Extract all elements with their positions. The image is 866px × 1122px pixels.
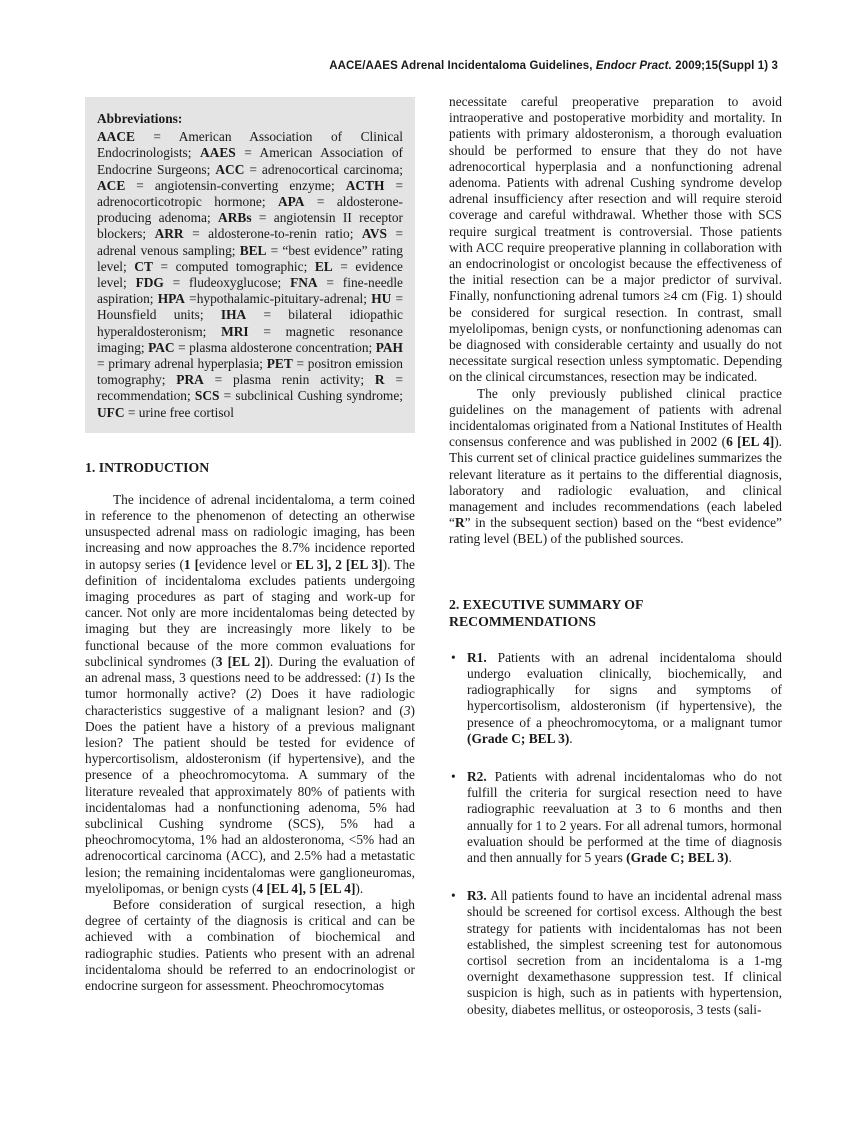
abbreviation-term: SCS — [194, 388, 220, 404]
bullet-icon: • — [451, 888, 456, 904]
abbreviations-title: Abbreviations: — [97, 111, 183, 126]
section-heading-executive-summary: 2. EXECUTIVE SUMMARY OF RECOMMENDATIONS — [449, 596, 644, 629]
abbreviation-term: PAH — [375, 339, 403, 355]
bullet-icon: • — [451, 768, 456, 784]
abbreviation-definition: = magnetic resonance imaging; — [97, 323, 403, 355]
abbreviation-definition: = computed tomographic; — [152, 258, 315, 274]
recommendation-r3: • R3. All patients found to have an incidental adrenal mass should be screened for cortisol excess. Although the best strategy for patients with incidentalomas has not been established, the simplest screening test for autonomous cortisol secretion from an incidentaloma is a 1-mg overnight dexamethasone suppression test. If clinical suspicion is high, such as in patients with hypertension, obesity, diabetes mellitus, or osteoporosis, 3 tests (sali- — [451, 888, 782, 1017]
abbreviation-definition: = American Association of Clinical Endocrinologists; — [97, 129, 403, 161]
abbreviation-term: ACE — [97, 177, 126, 193]
abbreviation-definition: = adrenal venous sampling; — [97, 226, 404, 258]
right-paragraph-1: necessitate careful preoperative preparation to avoid intraoperative and postoperative morbidity and mortality. In patients with primary aldosteronism, a thorough evaluation should be performed to ensure that they do not have adrenocortical hyperplasia and a nonfunctioning adrenal adenoma. Patients with adrenal Cushing syndrome develop adrenal insufficiency after resection and will require steroid coverage and careful withdrawal. Whether those with SCS require surgical treatment is controversial. Those patients with ACC require preoperative planning in collaboration with an endocrinologist or oncologist because the effectiveness of the initial resection can be a major predictor of survival. Finally, nonfunctioning adrenal tumors ≥4 cm (Fig. 1) should be considered for surgical resection. In contrast, small myelolipomas, benign cysts, or nonfunctioning adenomas can be diagnosed with considerable certainty and usually do not necessitate surgical resection unless symptomatic. Depending on the clinical circumstances, resection may be indicated. — [449, 94, 782, 385]
abbreviations-box — [85, 97, 415, 433]
abbreviation-term: APA — [277, 194, 305, 210]
abbreviation-definition: = Hounsfield units; — [97, 291, 404, 323]
left-column — [85, 97, 415, 994]
abbreviation-term: FDG — [135, 275, 164, 291]
header-prefix: AACE/AAES Adrenal Incidentaloma Guidelines, — [329, 60, 596, 72]
abbreviation-definition: = recommendation; — [97, 372, 403, 404]
abbreviations-list — [97, 129, 403, 421]
abbreviation-definition: = bilateral idiopathic hyperaldosteronism; — [97, 307, 404, 339]
abbreviation-definition: = evidence level; — [97, 258, 403, 291]
abbreviation-definition: = “best evidence” rating level; — [97, 242, 404, 274]
abbreviation-definition: = American Association of Endocrine Surgeons; — [97, 145, 403, 177]
intro-paragraph-2: Before consideration of surgical resection, a high degree of certainty of the diagnosis is critical and can be achieved with a combination of biochemical and radiographic studies. Patients who present with an adrenal incidentaloma should be referred to an endocrinologist or endocrine surgeon for assessment. Pheochromocytomas — [85, 896, 415, 993]
abbreviation-term: PET — [266, 356, 293, 372]
recommendation-r1: • R1. Patients with an adrenal incidentaloma should undergo evaluation clinically, biochemically, and radiographically for signs and symptoms of hypercortisolism, aldosteronism (if hypertensive), the presence of a pheochromocytoma, or a malignant tumor (Grade C; BEL 3). — [451, 649, 782, 746]
intro-paragraph-1: The incidence of adrenal incidentaloma, a term coined in reference to the phenomenon of detecting an otherwise unsuspected adrenal mass on radiologic imaging, has been increasing and now approaches the 8.7% incidence reported in autopsy series (1 [evidence level or EL 3], 2 [EL 3]). The definition of incidentaloma excludes patients undergoing imaging procedures as part of staging and work-up for cancer. Not only are more incidentalomas being detected by imaging but they are increasingly more likely to be functional because of the more common evaluations for subclinical syndromes (3 [EL 2]). During the evaluation of an adrenal mass, 3 questions need to be addressed: (1) Is the tumor hormonally active? (2) Does it have radiologic characteristics suggestive of a malignant lesion? and (3) Does the patient have a history of a previous malignant lesion? The patient should be tested for evidence of hypercortisolism, aldosteronism (if hypertensive), and the presence of a pheochromocytoma. A summary of the literature revealed that approximately 80% of patients with incidentalomas had a nonfunctioning adenoma, 5% had subclinical Cushing syndrome (SCS), 5% had a pheochromocytoma, 1% had an aldosteronoma, <5% had an adrenocortical carcinoma (ACC), and 2.5% had a metastatic lesion; the remaining incidentalomas were ganglioneuromas, myelolipomas, or benign cysts (4 [EL 4], 5 [EL 4]). — [85, 491, 415, 896]
abbreviation-term: ARBs — [218, 210, 252, 226]
header-citation: 2009;15(Suppl 1) — [671, 60, 772, 72]
abbreviation-term: MRI — [221, 323, 249, 339]
abbreviation-term: FNA — [290, 275, 318, 291]
abbreviation-definition: = subclinical Cushing syndrome; — [219, 388, 403, 404]
abbreviation-definition: = fludeoxyglucose; — [163, 275, 291, 291]
abbreviation-term: ACC — [215, 161, 245, 177]
journal-name: Endocr Pract. — [595, 60, 672, 72]
section-heading-introduction: 1. INTRODUCTION — [85, 459, 210, 475]
abbreviation-term: ACTH — [345, 177, 385, 193]
abbreviation-term: AAES — [199, 145, 236, 161]
abbreviation-term: AACE — [97, 129, 135, 145]
abbreviation-term: AVS — [361, 226, 387, 242]
abbreviation-definition: = urine free cortisol — [124, 404, 234, 420]
page-number: 3 — [771, 60, 778, 72]
abbreviation-term: CT — [134, 258, 153, 274]
abbreviation-definition: = primary adrenal hyperplasia; — [97, 356, 267, 372]
abbreviation-definition: = aldosterone-to-renin ratio; — [183, 226, 362, 242]
right-column — [449, 94, 782, 1036]
abbreviation-definition: = plasma aldosterone concentration; — [174, 339, 376, 355]
abbreviation-definition: = positron emission tomography; — [97, 356, 403, 388]
abbreviation-definition: = adrenocorticotropic hormone; — [97, 177, 403, 210]
recommendation-r2: • R2. Patients with adrenal incidentalomas who do not fulfill the criteria for surgical resection need to have radiographic reevaluation at 3 to 6 months and then annually for 1 to 2 years. For all adrenal tumors, hormonal evaluation should be performed at the time of diagnosis and then annually for 5 years (Grade C; BEL 3). — [451, 768, 782, 865]
running-header — [329, 60, 778, 72]
abbreviation-definition: = adrenocortical carcinoma; — [244, 161, 403, 177]
abbreviation-definition: = aldosterone-producing adenoma; — [97, 194, 403, 226]
abbreviation-term: R — [374, 372, 385, 388]
abbreviation-term: HPA — [157, 291, 185, 307]
right-paragraph-2: The only previously published clinical practice guidelines on the management of patients with adrenal incidentalomas originated from a National Institutes of Health consensus conference and was published in 2002 (6 [EL 4]). This current set of clinical practice guidelines summarizes the relevant literature as it pertains to the differential diagnosis, laboratory and radiologic evaluation, and clinical management and includes recommendations (each labeled “R” in the subsequent section) based on the “best evidence” rating level (BEL) of the published sources. — [449, 385, 782, 547]
abbreviation-definition: = fine-needle aspiration; — [97, 275, 403, 307]
abbreviation-term: UFC — [97, 404, 125, 420]
abbreviation-term: EL — [314, 258, 333, 274]
abbreviation-term: IHA — [220, 307, 247, 323]
abbreviation-definition: = angiotensin-converting enzyme; — [125, 177, 346, 193]
abbreviation-definition: = angiotensin II receptor blockers; — [97, 210, 403, 242]
abbreviation-term: PAC — [148, 339, 175, 355]
abbreviation-term: PRA — [176, 372, 204, 388]
abbreviation-term: BEL — [239, 242, 267, 258]
abbreviation-definition: = plasma renin activity; — [203, 372, 375, 388]
abbreviation-term: ARR — [154, 226, 184, 242]
abbreviation-term: HU — [371, 291, 392, 307]
abbreviation-definition: =hypothalamic-pituitary-adrenal; — [184, 291, 372, 307]
bullet-icon: • — [451, 649, 456, 665]
